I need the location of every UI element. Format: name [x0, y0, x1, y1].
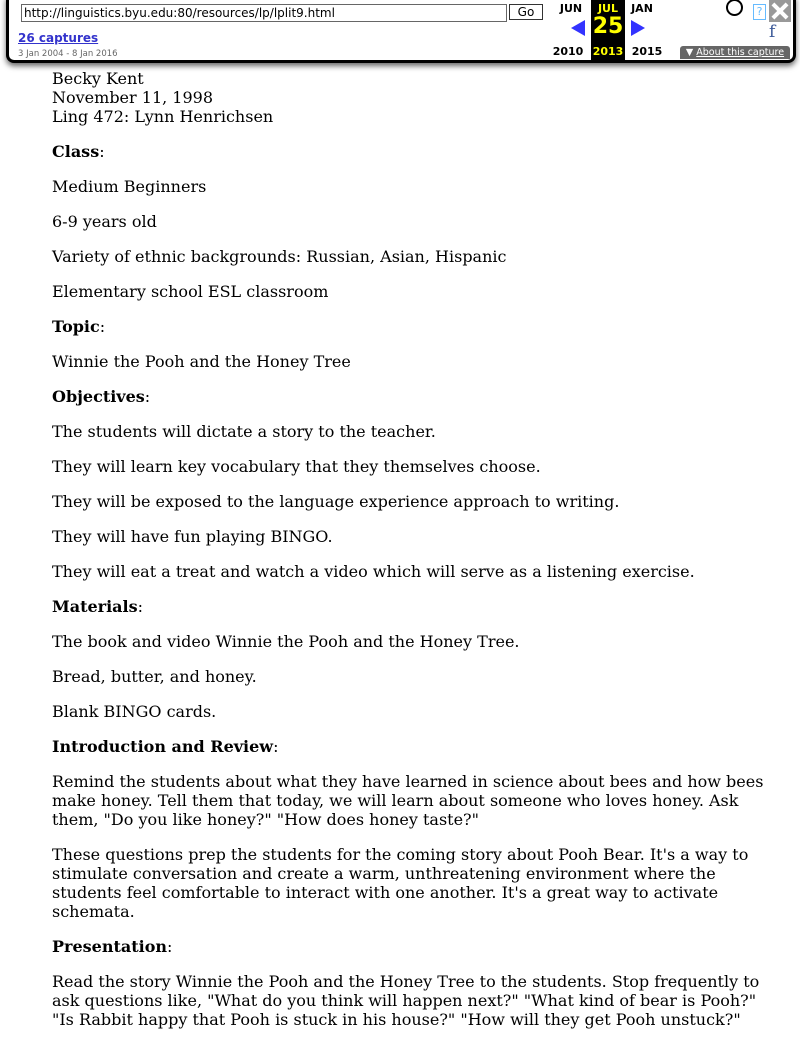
current-capture	[591, 0, 625, 60]
about-capture-label: About this capture	[696, 47, 785, 58]
paragraph: They will learn key vocabulary that they themselves choose.	[52, 457, 541, 476]
about-capture-button[interactable]	[680, 46, 790, 59]
captures-link[interactable]: 26 captures	[18, 31, 99, 45]
loading-circle-icon	[726, 0, 743, 16]
wayback-toolbar	[6, 0, 796, 63]
header-block	[52, 69, 772, 126]
paragraph: Winnie the Pooh and the Honey Tree	[52, 352, 351, 371]
paragraph: Elementary school ESL classroom	[52, 282, 329, 301]
current-year: 2013	[592, 45, 624, 58]
section-heading-introduction: Introduction and Review:	[52, 737, 279, 756]
facebook-icon[interactable]: f	[769, 22, 776, 42]
close-icon[interactable]	[769, 0, 791, 22]
paragraph: They will eat a treat and watch a video which will serve as a listening exercise.	[52, 562, 695, 581]
paragraph: Read the story Winnie the Pooh and the Honey Tree to the students. Stop frequently to ask questions like, "What do you think will happen next?" "What kind of bear is Pooh?" "Is Rabbit happy that Pooh is stuck in his house?" "How will they get Pooh unstuck?"	[52, 972, 760, 1029]
capture-date-range: 3 Jan 2004 - 8 Jan 2016	[18, 49, 118, 59]
paragraph: 6-9 years old	[52, 212, 157, 231]
section-heading-presentation: Presentation:	[52, 937, 173, 956]
author: Becky Kent	[52, 69, 144, 88]
paragraph: The students will dictate a story to the teacher.	[52, 422, 436, 441]
next-capture-arrow-icon[interactable]	[631, 20, 645, 36]
paragraph: Variety of ethnic backgrounds: Russian, Asian, Hispanic	[52, 247, 507, 266]
paragraph: These questions prep the students for the coming story about Pooh Bear. It's a way to stimulate conversation and create a warm, unthreatening environment where the students feel comfortable to interact with one another. It's a great way to activate schemata.	[52, 845, 749, 921]
help-icon[interactable]: ?	[753, 4, 766, 20]
section-heading-materials: Materials:	[52, 597, 143, 616]
course: Ling 472: Lynn Henrichsen	[52, 107, 274, 126]
paragraph: They will be exposed to the language experience approach to writing.	[52, 492, 620, 511]
document-date: November 11, 1998	[52, 88, 214, 107]
prev-month-link[interactable]: JUN	[559, 2, 583, 15]
prev-capture-arrow-icon[interactable]	[571, 20, 585, 36]
prev-year-link[interactable]: 2010	[552, 45, 584, 58]
go-button[interactable]: Go	[509, 4, 543, 20]
url-input[interactable]	[21, 4, 507, 22]
triangle-down-icon: ▼	[685, 47, 694, 58]
paragraph: They will have fun playing BINGO.	[52, 527, 333, 546]
paragraph: Remind the students about what they have learned in science about bees and how bees make honey. Tell them that today, we will learn about someone who loves honey. Ask them, "Do you like honey?" "How does honey taste?"	[52, 772, 764, 829]
paragraph: The book and video Winnie the Pooh and the Honey Tree.	[52, 632, 520, 651]
paragraph: Blank BINGO cards.	[52, 702, 217, 721]
paragraph: Medium Beginners	[52, 177, 207, 196]
next-month-link[interactable]: JAN	[631, 2, 653, 15]
section-heading-objectives: Objectives:	[52, 387, 151, 406]
paragraph: Bread, butter, and honey.	[52, 667, 257, 686]
current-day: 25	[592, 14, 624, 39]
lesson-plan-document	[52, 68, 772, 1045]
current-month: JUL	[597, 2, 619, 15]
section-heading-topic: Topic:	[52, 317, 106, 336]
next-year-link[interactable]: 2015	[631, 45, 663, 58]
section-heading-class: Class:	[52, 142, 105, 161]
